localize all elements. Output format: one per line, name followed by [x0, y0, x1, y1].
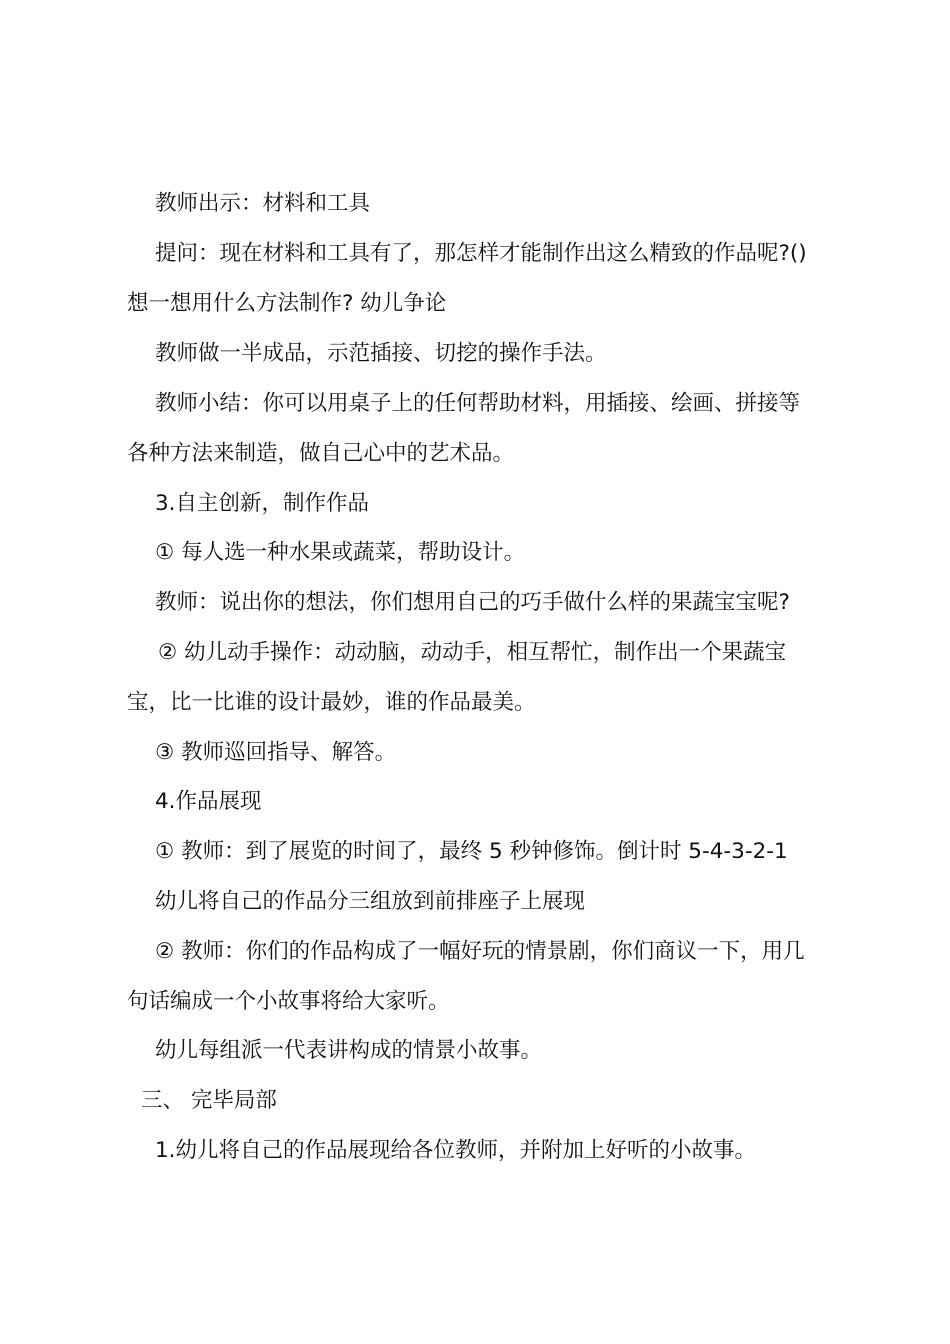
paragraph-line: 提问：现在材料和工具有了，那怎样才能制作出这么精致的作品呢?()	[155, 241, 807, 266]
list-item: ③ 教师巡回指导、解答。	[155, 740, 397, 765]
paragraph-line: 教师小结：你可以用桌子上的任何帮助材料，用插接、绘画、拼接等	[155, 391, 801, 416]
paragraph-line: 幼儿将自己的作品分三组放到前排座子上展现	[155, 889, 586, 914]
paragraph-line: 想一想用什么方法制作? 幼儿争论	[127, 291, 447, 316]
paragraph-line: 教师做一半成品，示范插接、切挖的操作手法。	[155, 341, 607, 366]
paragraph-line: 教师：说出你的想法，你们想用自己的巧手做什么样的果蔬宝宝呢?	[155, 590, 790, 615]
section-heading: 4.作品展现	[155, 789, 262, 814]
paragraph-line: 句话编成一个小故事将给大家听。	[127, 989, 450, 1014]
list-item: ② 幼儿动手操作：动动脑，动动手，相互帮忙，制作出一个果蔬宝	[158, 640, 787, 665]
paragraph-line: 幼儿每组派一代表讲构成的情景小故事。	[155, 1038, 543, 1063]
paragraph-line: 宝，比一比谁的设计最妙，谁的作品最美。	[127, 690, 536, 715]
paragraph-line: 教师出示：材料和工具	[155, 191, 371, 216]
list-item: ② 教师：你们的作品构成了一幅好玩的情景剧，你们商议一下，用几	[155, 939, 805, 964]
section-heading: 3.自主创新，制作作品	[155, 491, 370, 516]
list-item: ① 每人选一种水果或蔬菜，帮助设计。	[155, 540, 526, 565]
section-heading: 三、 完毕局部	[141, 1088, 277, 1113]
paragraph-line: 1.幼儿将自己的作品展现给各位教师，并附加上好听的小故事。	[155, 1138, 757, 1163]
paragraph-line: 各种方法来制造，做自己心中的艺术品。	[127, 441, 515, 466]
list-item: ① 教师：到了展览的时间了，最终 5 秒钟修饰。倒计时 5-4-3-2-1	[155, 839, 788, 864]
